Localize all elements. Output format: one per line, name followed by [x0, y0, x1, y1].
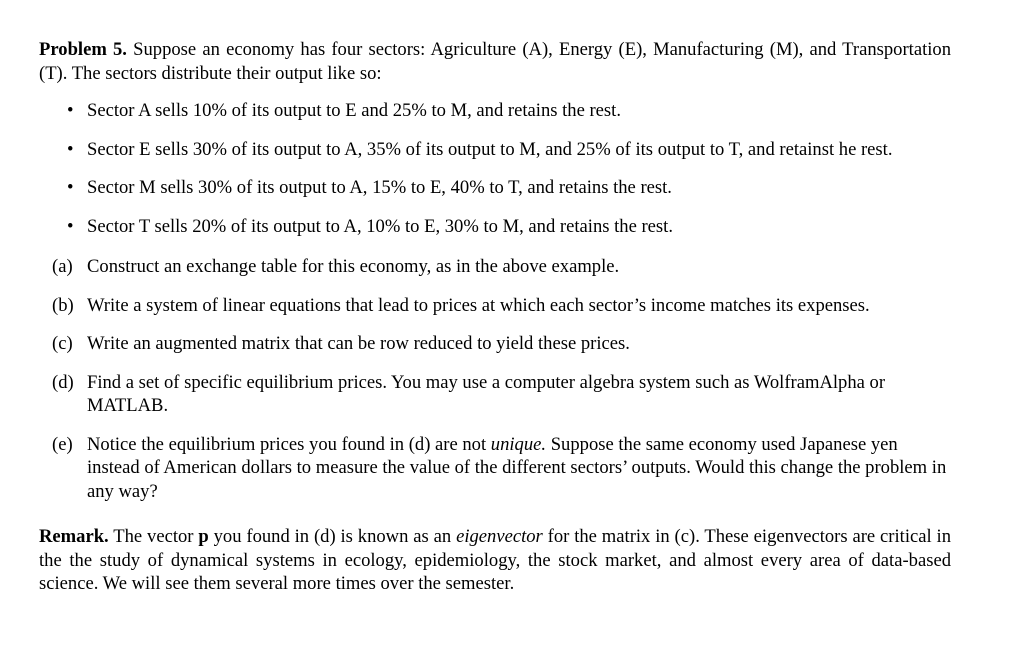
part-label: (a): [52, 256, 73, 277]
part-text: Construct an exchange table for this economy, as in the above example.: [87, 256, 620, 277]
problem-statement: [39, 38, 951, 85]
vector-symbol: p: [198, 526, 209, 547]
list-item: [39, 215, 951, 239]
part-a: [39, 255, 951, 279]
sector-e-text: Sector E sells 30% of its output to A, 35% of its output to M, and 25% of its output to T, and retainst he rest.: [87, 138, 893, 160]
part-text: [87, 433, 951, 504]
part-d: [39, 371, 951, 418]
part-text: Write a system of linear equations that lead to prices at which each sector’s income matches its expenses.: [87, 294, 870, 316]
remark-heading: Remark.: [39, 526, 109, 547]
problem-heading: Problem 5.: [39, 39, 127, 60]
list-item: [39, 138, 951, 162]
remark-text-3: for the matrix in (c). These eigenvectors are critical in the the study of dynamical systems in ecology, epidemiology, the stock market, and almost every area of data-based science. We will see them several more times over the semester.: [39, 526, 951, 594]
part-e: [39, 433, 951, 504]
part-e-text-after: Suppose the same economy used Japanese yen instead of American dollars to measure the value of the different sectors’ outputs. Would this change the problem in any way?: [87, 433, 947, 502]
sector-t-text: Sector T sells 20% of its output to A, 10% to E, 30% to M, and retains the rest.: [87, 215, 673, 237]
part-e-text-before: Notice the equilibrium prices you found in (d) are not: [87, 433, 491, 455]
part-label: (d): [52, 371, 74, 393]
list-item: [39, 176, 951, 200]
problem-intro: Suppose an economy has four sectors: Agriculture (A), Energy (E), Manufacturing (M), and Transportation (T). The sectors distribute their output like so:: [39, 39, 951, 84]
part-label: (e): [52, 433, 73, 455]
bullet-icon: •: [67, 100, 74, 121]
sector-a-text: Sector A sells 10% of its output to E and 25% to M, and retains the rest.: [87, 100, 621, 121]
part-label: (c): [52, 333, 73, 354]
bullet-icon: •: [67, 177, 74, 198]
part-label: (b): [52, 294, 74, 316]
part-text: Find a set of specific equilibrium prices. You may use a computer algebra system such as WolframAlpha or MATLAB.: [87, 371, 886, 416]
problem-parts: [39, 255, 951, 503]
sector-list: [39, 99, 951, 238]
part-c: [39, 332, 951, 356]
bullet-icon: •: [67, 215, 74, 237]
remark-text-2: you found in (d) is known as an: [208, 526, 457, 547]
remark-emphasis: eigenvector: [456, 526, 543, 547]
bullet-icon: •: [67, 138, 74, 160]
sector-m-text: Sector M sells 30% of its output to A, 15% to E, 40% to T, and retains the rest.: [87, 177, 672, 198]
part-text: Write an augmented matrix that can be row reduced to yield these prices.: [87, 333, 630, 354]
problem-document: [39, 38, 951, 596]
remark-text-1: The vector: [113, 526, 199, 547]
part-b: [39, 294, 951, 318]
list-item: [39, 99, 951, 123]
remark-paragraph: [39, 525, 951, 596]
part-e-emphasis: unique.: [490, 433, 547, 455]
